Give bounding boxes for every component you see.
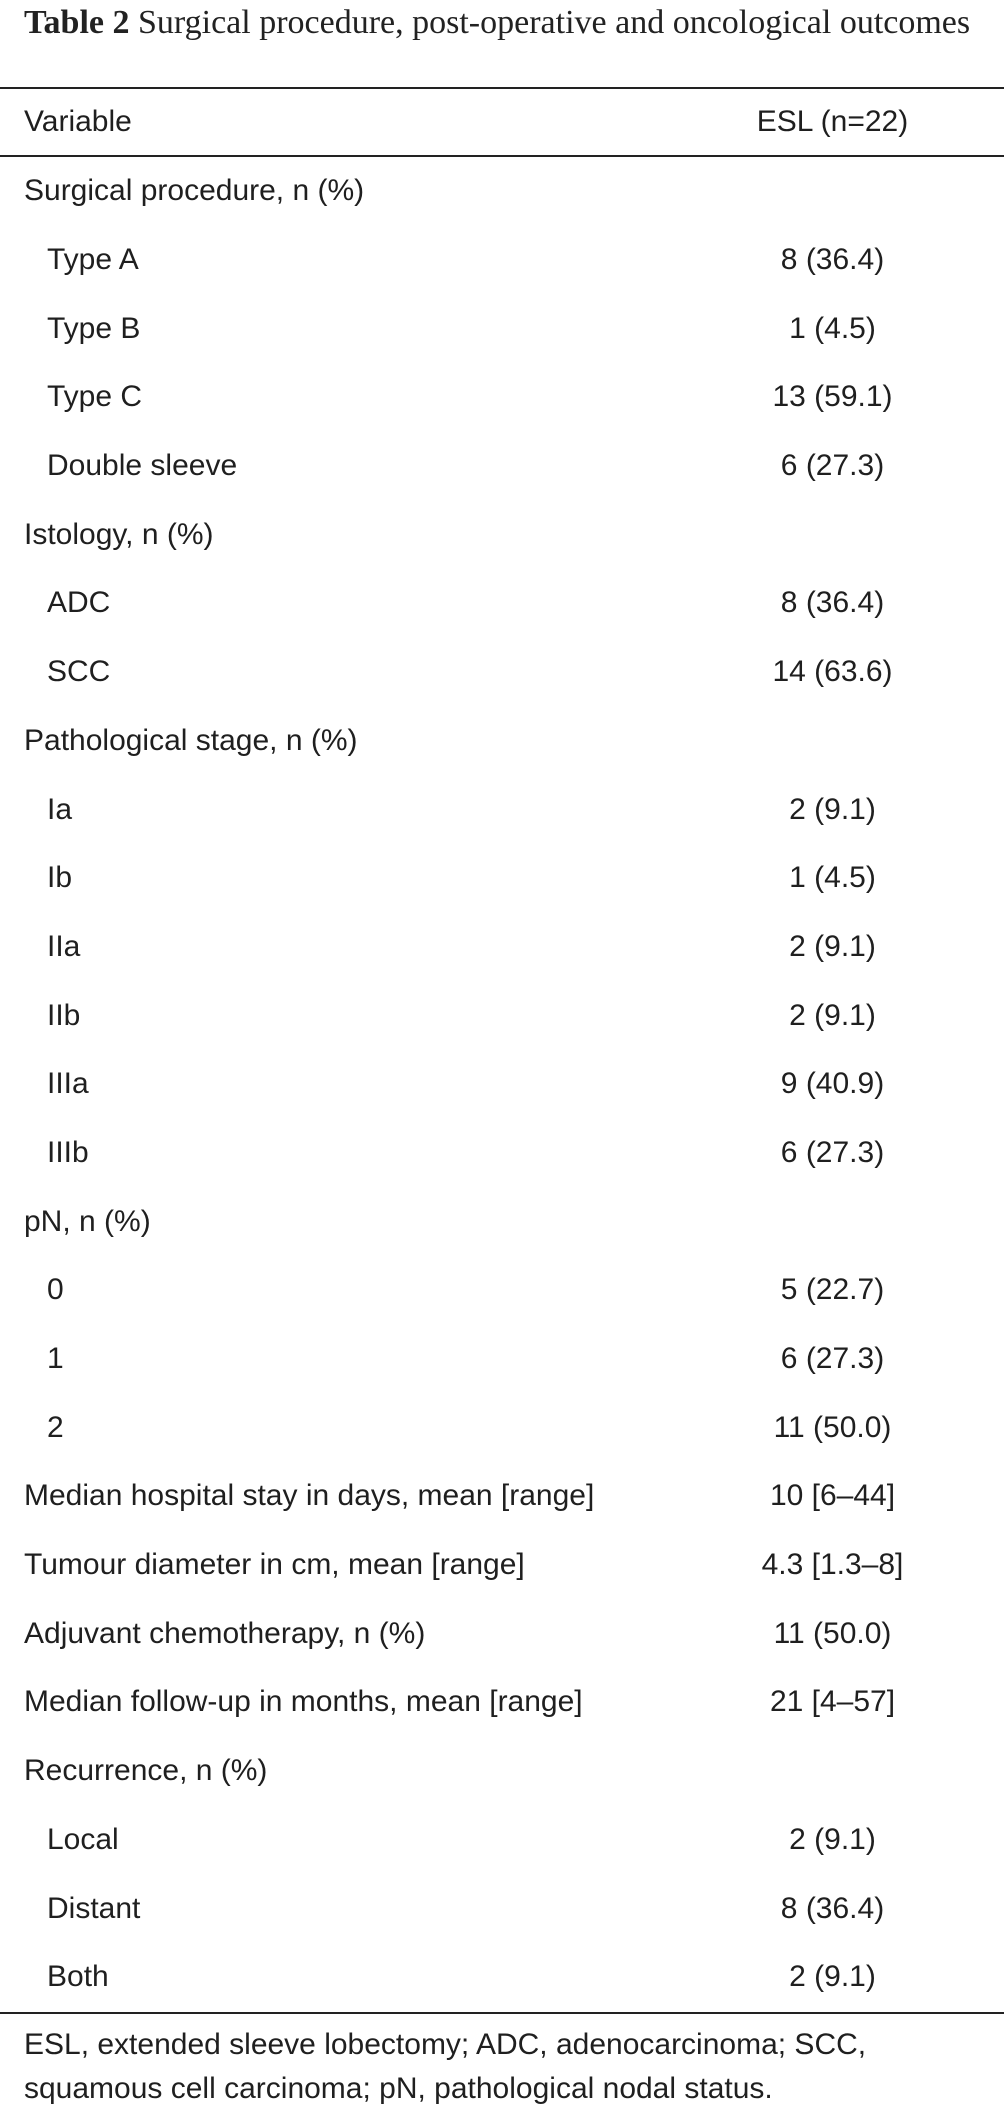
- header-variable: Variable: [24, 105, 132, 138]
- table-row: [0, 294, 1004, 363]
- table-row: [0, 844, 1004, 913]
- table-row: [0, 156, 1004, 226]
- row-variable: ADC: [47, 586, 111, 620]
- row-value: 1 (4.5): [789, 861, 876, 895]
- table-header: [0, 88, 1004, 156]
- row-variable: IIb: [47, 998, 81, 1032]
- table-row: [0, 981, 1004, 1050]
- row-value: [705, 156, 1004, 226]
- header-esl: ESL (n=22): [756, 105, 909, 138]
- table-row: [0, 1737, 1004, 1806]
- table-row: [0, 1256, 1004, 1325]
- table-row: [0, 1050, 1004, 1119]
- table-row: [0, 1599, 1004, 1668]
- row-value: 2 (9.1): [789, 792, 876, 826]
- row-variable: Recurrence, n (%): [24, 1754, 268, 1788]
- row-variable: Distant: [47, 1891, 141, 1925]
- row-variable: Both: [47, 1960, 109, 1994]
- table-row: [0, 1119, 1004, 1188]
- row-variable: IIa: [47, 929, 81, 963]
- table-caption-text: Surgical procedure, post-operative and oncological outcomes: [138, 4, 971, 41]
- table-row: [0, 638, 1004, 707]
- table-caption: [0, 0, 1004, 88]
- row-value: [705, 1737, 1004, 1806]
- row-value: 5 (22.7): [780, 1273, 885, 1307]
- row-variable: Ib: [47, 861, 73, 895]
- table-row: [0, 1187, 1004, 1256]
- row-value: [705, 1187, 1004, 1256]
- table-caption-label: Table 2: [24, 4, 130, 41]
- row-variable: SCC: [47, 655, 111, 689]
- table-row: [0, 707, 1004, 776]
- table-row: [0, 226, 1004, 295]
- table-row: [0, 432, 1004, 501]
- table-body: [0, 156, 1004, 2013]
- table-row: [0, 1874, 1004, 1943]
- row-variable: Double sleeve: [47, 449, 238, 483]
- table-row: [0, 1462, 1004, 1531]
- row-variable: Surgical procedure, n (%): [24, 174, 365, 208]
- table-row: [0, 363, 1004, 432]
- row-value: 13 (59.1): [772, 380, 893, 414]
- row-value: 10 [6–44]: [769, 1479, 896, 1513]
- table-row: [0, 1531, 1004, 1600]
- row-variable: Type A: [47, 243, 139, 277]
- row-value: 8 (36.4): [780, 1891, 885, 1925]
- row-value: 8 (36.4): [780, 243, 885, 277]
- table-row: [0, 1943, 1004, 2013]
- table-footnote: ESL, extended sleeve lobectomy; ADC, adenocarcinoma; SCC, squamous cell carcinoma; pN, pathological nodal status.: [24, 2028, 867, 2105]
- table-row: [0, 775, 1004, 844]
- row-value: [705, 707, 1004, 776]
- row-variable: IIIa: [47, 1067, 89, 1101]
- row-value: 2 (9.1): [789, 1822, 876, 1856]
- row-value: 1 (4.5): [789, 311, 876, 345]
- row-value: 6 (27.3): [780, 449, 885, 483]
- row-variable: Type B: [47, 311, 141, 345]
- row-variable: 1: [47, 1342, 64, 1376]
- row-value: 8 (36.4): [780, 586, 885, 620]
- row-value: [705, 500, 1004, 569]
- row-variable: IIIb: [47, 1135, 89, 1169]
- row-value: 2 (9.1): [789, 929, 876, 963]
- row-value: 21 [4–57]: [769, 1685, 896, 1719]
- row-value: 2 (9.1): [789, 998, 876, 1032]
- table-row: [0, 1806, 1004, 1875]
- row-variable: Local: [47, 1822, 119, 1856]
- row-variable: Median follow-up in months, mean [range]: [24, 1685, 583, 1719]
- row-variable: Ia: [47, 792, 73, 826]
- row-variable: Adjuvant chemotherapy, n (%): [24, 1616, 426, 1650]
- table-container: [0, 87, 1004, 2014]
- row-value: 11 (50.0): [773, 1616, 892, 1650]
- table-row: [0, 913, 1004, 982]
- row-value: 2 (9.1): [789, 1960, 876, 1994]
- row-variable: pN, n (%): [24, 1204, 151, 1238]
- table-row: [0, 1668, 1004, 1737]
- row-variable: Pathological stage, n (%): [24, 723, 358, 757]
- table-row: [0, 1393, 1004, 1462]
- row-variable: Tumour diameter in cm, mean [range]: [24, 1548, 525, 1582]
- table-row: [0, 569, 1004, 638]
- table-row: [0, 1325, 1004, 1394]
- row-variable: 2: [47, 1410, 64, 1444]
- row-variable: Type C: [47, 380, 143, 414]
- outcomes-table: [0, 87, 1004, 2014]
- row-value: 6 (27.3): [780, 1135, 885, 1169]
- table-row: [0, 500, 1004, 569]
- table-header-row: [0, 88, 1004, 156]
- row-variable: Median hospital stay in days, mean [range]: [24, 1479, 595, 1513]
- row-value: 9 (40.9): [780, 1067, 885, 1101]
- row-variable: 0: [47, 1273, 64, 1307]
- row-variable: Istology, n (%): [24, 517, 214, 551]
- row-value: 11 (50.0): [773, 1410, 892, 1444]
- row-value: 14 (63.6): [772, 655, 893, 689]
- row-value: 4.3 [1.3–8]: [761, 1548, 904, 1582]
- row-value: 6 (27.3): [780, 1342, 885, 1376]
